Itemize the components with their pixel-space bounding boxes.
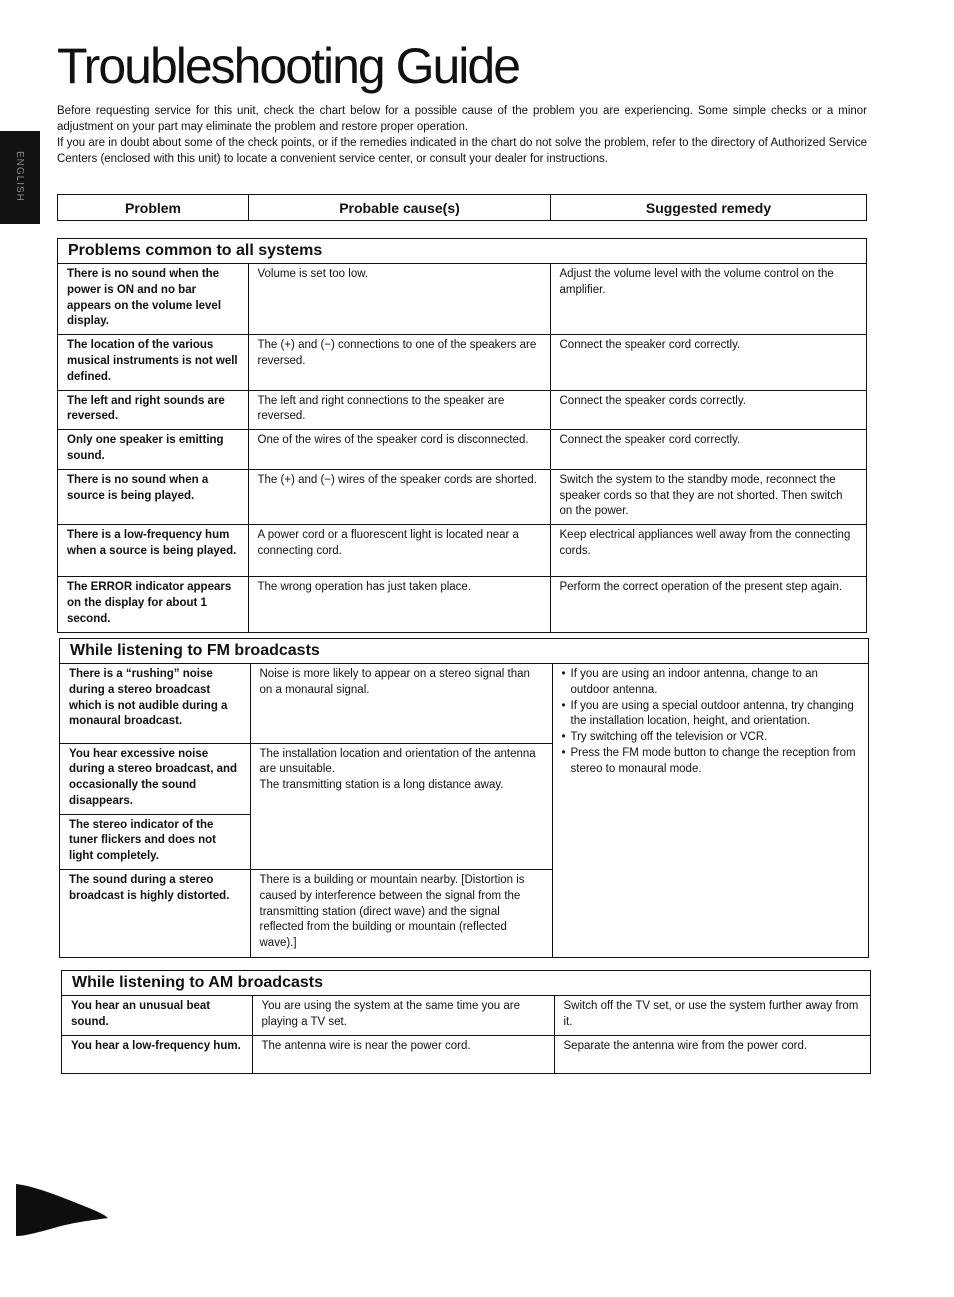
- list-item: • If you are using a special outdoor antenna, try changing the installation location, height, and orientation.: [562, 699, 860, 731]
- section-fm: [59, 638, 869, 958]
- problem-cell: The location of the various musical instruments is not well defined.: [58, 335, 248, 390]
- cause-cell: The (+) and (−) wires of the speaker cords are shorted.: [248, 469, 550, 524]
- list-item: • Try switching off the television or VCR.: [562, 730, 860, 746]
- column-header-problem: Problem: [124, 199, 181, 216]
- remedy-cell: Connect the speaker cords correctly.: [550, 390, 866, 430]
- remedy-cell: Keep electrical appliances well away from the connecting cords.: [550, 525, 866, 577]
- problem-cell: You hear excessive noise during a stereo broadcast, and occasionally the sound disappears.: [60, 743, 250, 814]
- language-tab-label: ENGLISH: [14, 151, 25, 202]
- page-corner-mark: [14, 1178, 109, 1238]
- cause-cell: The antenna wire is near the power cord.: [252, 1035, 554, 1073]
- remedy-cell: Switch the system to the standby mode, reconnect the speaker cords so that they are not shorted. Then switch on the power.: [550, 469, 866, 524]
- remedy-cell: Connect the speaker cord correctly.: [550, 430, 866, 470]
- problem-cell: There is a low-frequency hum when a source is being played.: [58, 525, 248, 577]
- problem-cell: You hear a low-frequency hum.: [62, 1035, 252, 1073]
- section-fm-table: [60, 664, 868, 957]
- cause-cell: There is a building or mountain nearby. [Distortion is caused by interference between the signal from the transmitting station (direct wave) and the signal reflected from the building or mountain (reflected wave).]: [250, 870, 552, 957]
- section-am-title: While listening to AM broadcasts: [62, 971, 870, 996]
- table-row: [58, 264, 866, 335]
- column-header-remedy: Suggested remedy: [550, 195, 866, 220]
- section-common: [57, 238, 867, 633]
- page-title: Troubleshooting Guide: [57, 38, 520, 94]
- table-row: [58, 577, 866, 632]
- problem-cell: There is no sound when the power is ON and no bar appears on the volume level display.: [67, 268, 222, 328]
- problem-cell: There is a “rushing” noise during a stereo broadcast which is not audible during a monaural broadcast.: [69, 668, 228, 728]
- intro-paragraph-1: Before requesting service for this unit, check the chart below for a possible cause of the problem you are experiencing. Some simple checks or a minor adjustment on your part may eliminate the problem and restore proper operation.: [57, 105, 867, 133]
- intro-text: [57, 103, 867, 167]
- list-item: • If you are using an indoor antenna, change to an outdoor antenna.: [562, 667, 860, 699]
- problem-cell: The ERROR indicator appears on the display for about 1 second.: [58, 577, 248, 632]
- remedy-cell: Adjust the volume level with the volume control on the amplifier.: [550, 264, 866, 335]
- problem-cell: Only one speaker is emitting sound.: [58, 430, 248, 470]
- cause-line: The installation location and orientation of the antenna are unsuitable.: [259, 747, 536, 776]
- table-row: [58, 525, 866, 577]
- cause-cell: The wrong operation has just taken place.: [248, 577, 550, 632]
- column-header-cause: Probable cause(s): [248, 195, 550, 220]
- remedy-list: [562, 667, 860, 778]
- table-row: [62, 996, 870, 1035]
- cause-cell: Volume is set too low.: [248, 264, 550, 335]
- table-row: [60, 664, 868, 743]
- section-common-table: [58, 264, 866, 632]
- problem-cell: You hear an unusual beat sound.: [71, 1000, 211, 1028]
- table-row: [58, 469, 866, 524]
- language-tab: [0, 131, 40, 224]
- table-row: [58, 335, 866, 390]
- problem-cell: The left and right sounds are reversed.: [58, 390, 248, 430]
- cause-cell: One of the wires of the speaker cord is disconnected.: [248, 430, 550, 470]
- problem-cell: The stereo indicator of the tuner flickers and does not light completely.: [60, 814, 250, 869]
- remedy-cell: Switch off the TV set, or use the system further away from it.: [554, 996, 870, 1035]
- list-item: • Press the FM mode button to change the reception from stereo to monaural mode.: [562, 746, 860, 778]
- cause-cell: [250, 743, 552, 870]
- cause-cell: The left and right connections to the speaker are reversed.: [248, 390, 550, 430]
- intro-paragraph-2: If you are in doubt about some of the check points, or if the remedies indicated in the chart do not solve the problem, refer to the directory of Authorized Service Centers (enclosed with this unit) to locate a convenient service center, or consult your dealer for instructions.: [57, 137, 867, 165]
- cause-cell: Noise is more likely to appear on a stereo signal than on a monaural signal.: [250, 664, 552, 743]
- section-fm-title: While listening to FM broadcasts: [60, 639, 868, 664]
- column-header: [57, 194, 867, 221]
- remedy-cell: [552, 664, 868, 957]
- section-am-table: [62, 996, 870, 1073]
- table-row: [62, 1035, 870, 1073]
- cause-line: The transmitting station is a long distance away.: [259, 779, 504, 792]
- table-row: [58, 390, 866, 430]
- table-row: [58, 430, 866, 470]
- remedy-cell: Connect the speaker cord correctly.: [550, 335, 866, 390]
- cause-cell: You are using the system at the same time you are playing a TV set.: [252, 996, 554, 1035]
- remedy-cell: Separate the antenna wire from the power cord.: [554, 1035, 870, 1073]
- section-am: [61, 970, 871, 1074]
- cause-cell: A power cord or a fluorescent light is located near a connecting cord.: [248, 525, 550, 577]
- section-common-title: Problems common to all systems: [58, 239, 866, 264]
- problem-cell: The sound during a stereo broadcast is highly distorted.: [60, 870, 250, 957]
- remedy-cell: Perform the correct operation of the present step again.: [550, 577, 866, 632]
- problem-cell: There is no sound when a source is being played.: [58, 469, 248, 524]
- cause-cell: The (+) and (−) connections to one of the speakers are reversed.: [248, 335, 550, 390]
